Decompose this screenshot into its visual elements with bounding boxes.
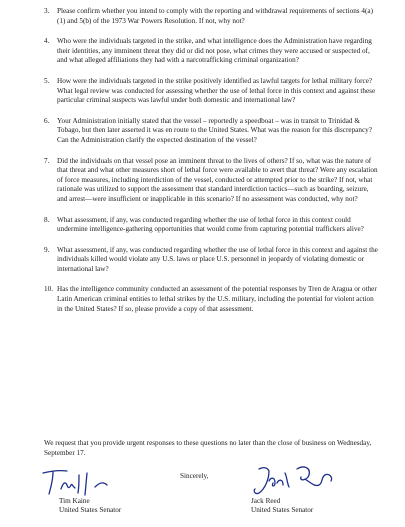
sign-off: Sincerely, — [180, 472, 209, 480]
question-item — [44, 246, 380, 275]
handwritten-signature-reed — [249, 463, 339, 497]
question-item — [44, 157, 380, 205]
question-text: Who were the individuals targeted in the strike, and what intelligence does the Administration have regarding their identities, any imminent threat they did or did not pose, what crimes they were accused or suspected of, and what alleged affiliations they had with a narcotrafficking criminal organization? — [57, 37, 372, 65]
question-number: 3. — [44, 7, 50, 15]
signature-block-reed — [251, 497, 313, 515]
question-item — [44, 7, 380, 26]
question-item — [44, 216, 380, 235]
signatory-name: Tim Kaine — [59, 497, 90, 505]
question-text: Your Administration initially stated that the vessel – reportedly a speedboat – was in transit to Trinidad & Tobago, but then later asserted it was en route to the United States. What was the reason for this discrepancy? Can the Administration clarify the expected destination of the vessel? — [57, 116, 372, 144]
signatory-name: Jack Reed — [251, 497, 281, 505]
question-number: 4. — [44, 37, 50, 46]
question-text: What assessment, if any, was conducted regarding whether the use of lethal force in this context could undermine intelligence-gathering opportunities that would come from capturing potential traffickers alive? — [57, 215, 364, 234]
signature-block-kaine — [59, 497, 121, 515]
signatory-title: United States Senator — [251, 506, 314, 514]
question-number: 10. — [44, 285, 53, 294]
question-number: 5. — [44, 76, 50, 85]
question-number: 8. — [44, 215, 50, 224]
question-item — [44, 37, 380, 66]
question-number: 6. — [44, 116, 50, 125]
question-list — [44, 7, 380, 325]
question-text: Please confirm whether you intend to comply with the reporting and withdrawal requirements of sections 4(a)(1) and 5(b) of the 1973 War Powers Resolution. If not, why not? — [57, 7, 373, 25]
question-item — [44, 117, 380, 146]
question-number: 7. — [44, 156, 50, 165]
question-text: What assessment, if any, was conducted regarding whether the use of lethal force in this context and against the individuals killed would violate any U.S. laws or place U.S. personnel in jeopardy of violating domestic or international law? — [57, 245, 378, 273]
question-item — [44, 285, 380, 314]
question-number: 9. — [44, 245, 50, 254]
question-text: Did the individuals on that vessel pose an imminent threat to the lives of others? If so, what was the nature of that threat and what other measures short of lethal force were available to avert that threat? Were any escalation of force measures, including interdiction of the vessel, conducted or attempted prior to the strike? If not, what rationale was utilized to support the assessment that standard interdiction tactics—such as boarding, seizure, and arrest—were insufficient or inapplicable in this scenario? If no assessment was conducted, why not? — [57, 156, 378, 203]
closing-paragraph: We request that you provide urgent responses to these questions no later than the close of business on Wednesday, September 17. — [44, 439, 372, 457]
question-text: How were the individuals targeted in the strike positively identified as lawful targets for lethal military force? What legal review was conducted for assessing whether the use of lethal force in this context and against these particular criminal suspects was lawful under both domestic and international law? — [57, 76, 376, 105]
handwritten-signature-kaine — [41, 467, 121, 497]
question-item — [44, 77, 380, 106]
signatory-title: United States Senator — [59, 506, 122, 514]
question-text: Has the intelligence community conducted an assessment of the potential responses by Tren de Aragua or other Latin American criminal entities to lethal strikes by the U.S. military, including the potential for violent action in the United States? If so, please provide a copy of that assessment. — [57, 285, 377, 313]
